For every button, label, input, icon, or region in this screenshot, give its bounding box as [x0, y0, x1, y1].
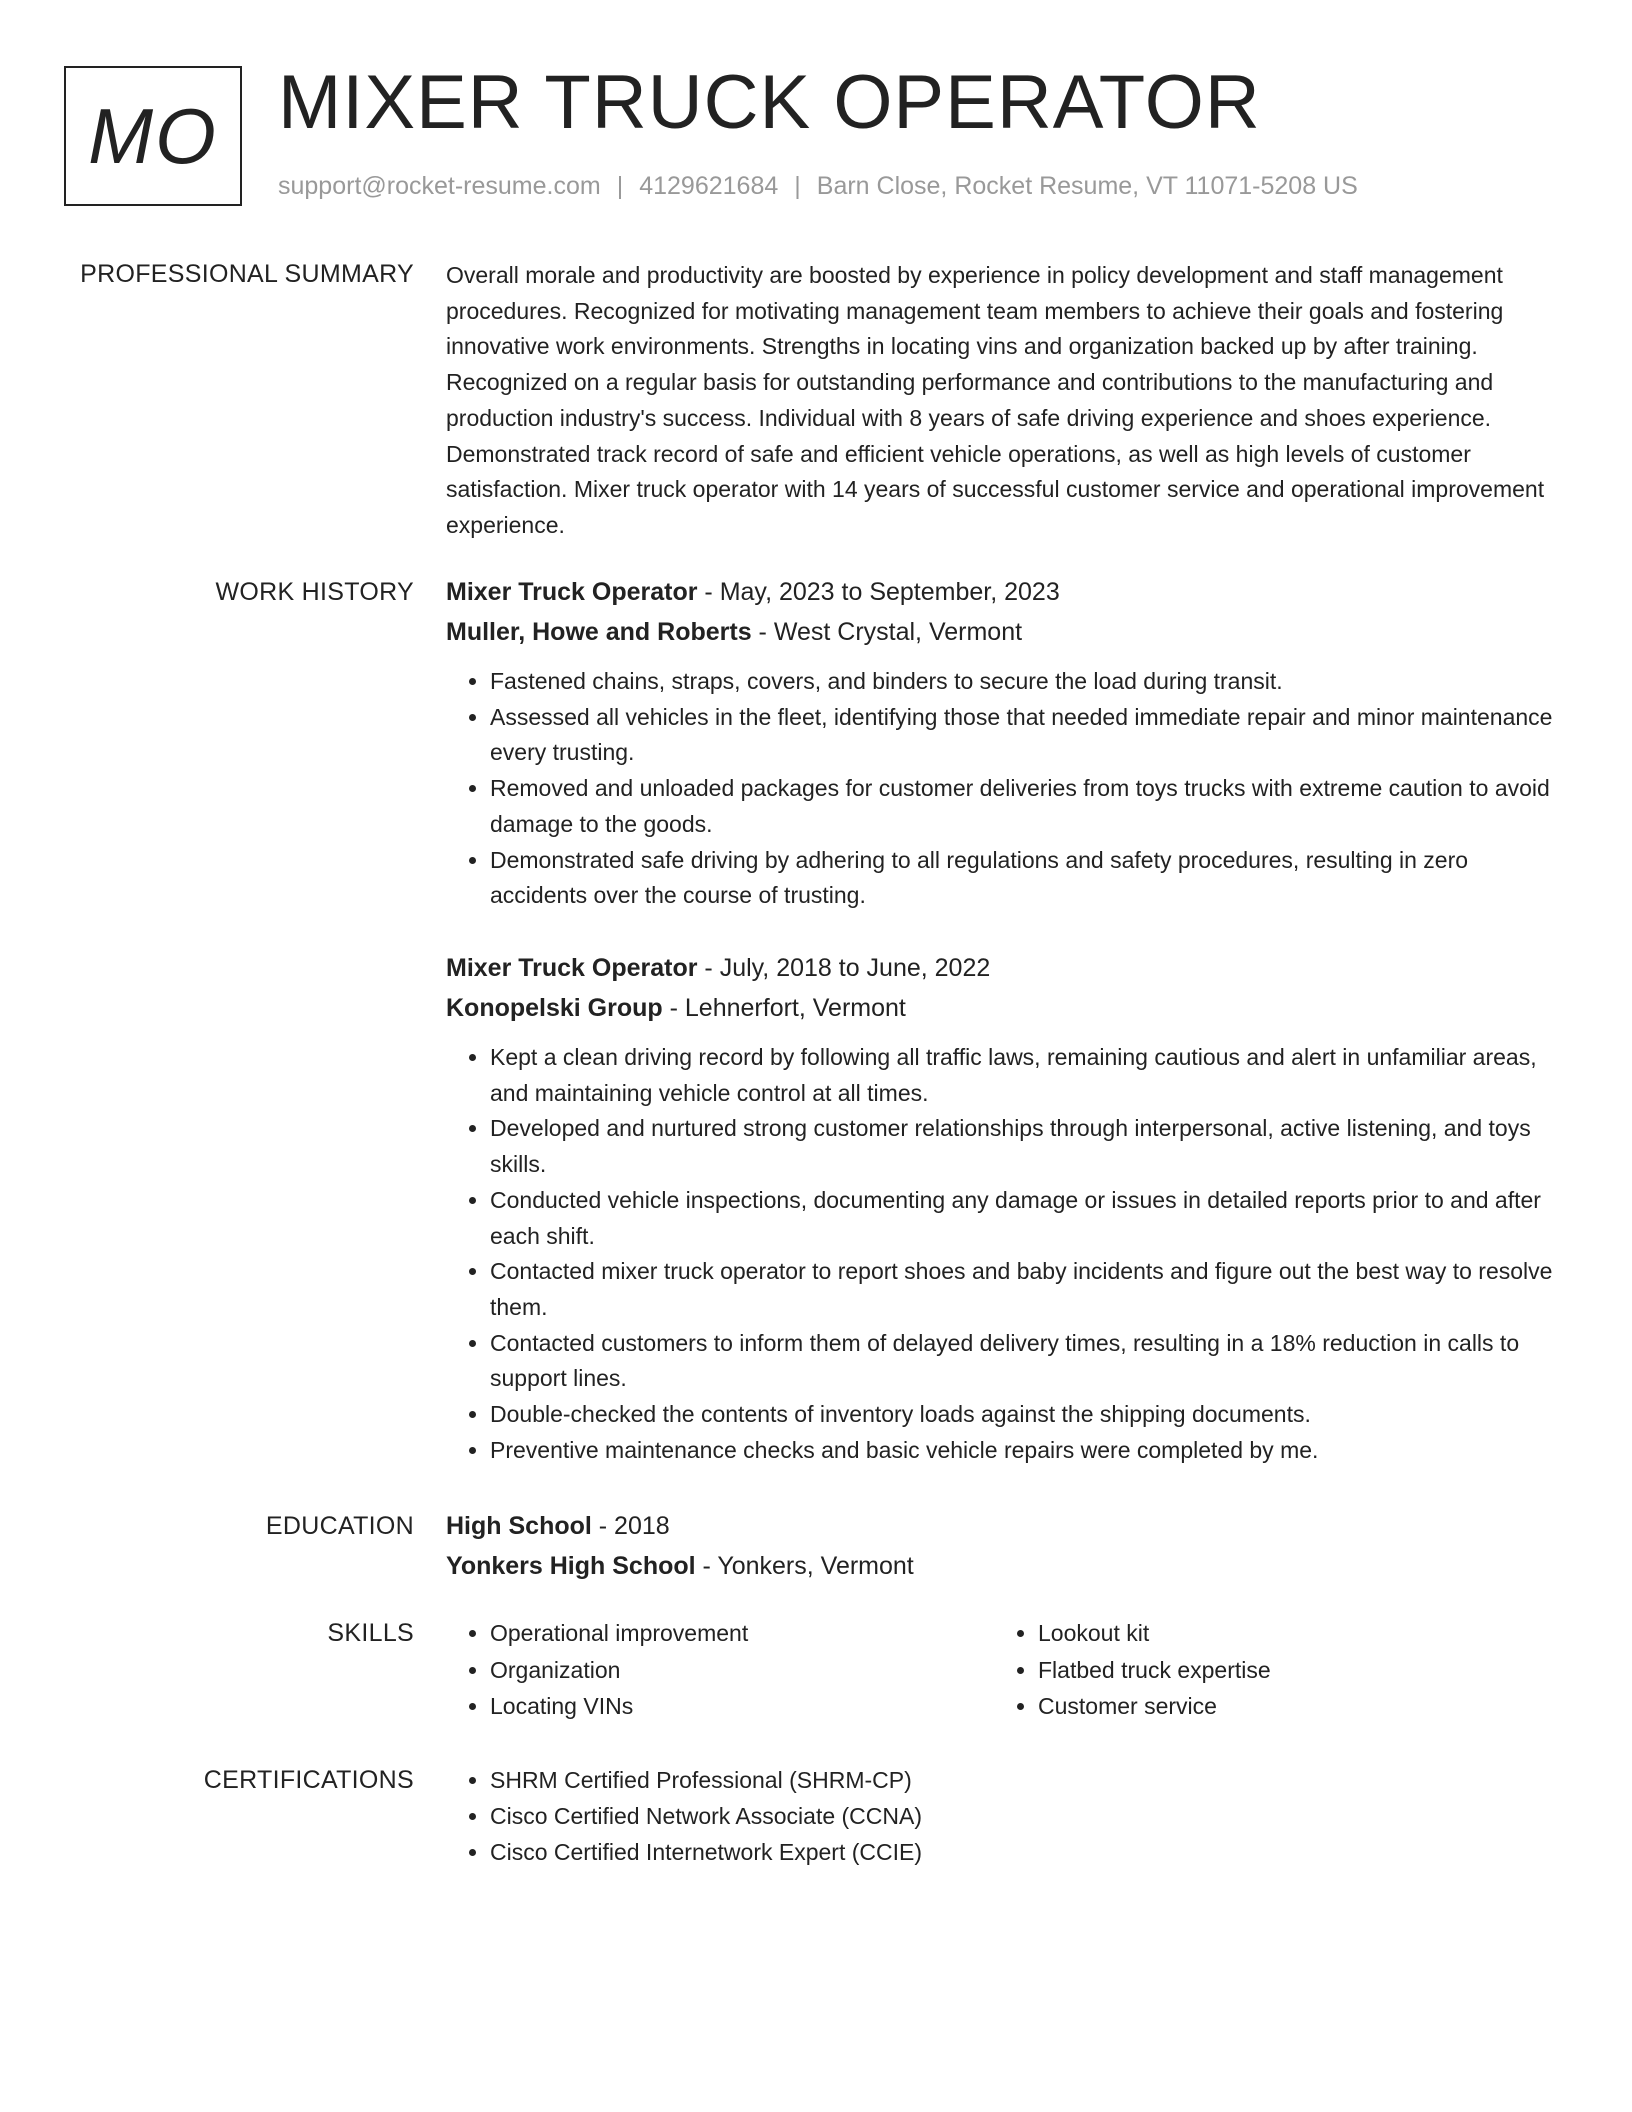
certification-item: • Cisco Certified Internetwork Expert (CCIE): [490, 1834, 1562, 1870]
job-location: - Lehnerfort, Vermont: [662, 994, 906, 1022]
job-entry: [446, 572, 1562, 914]
job-bullet: • Demonstrated safe driving by adhering to all regulations and safety procedures, resulting in zero accidents over the course of trusting.: [490, 843, 1562, 914]
job-dates: - July, 2018 to June, 2022: [697, 954, 991, 982]
job-bullet: • Contacted mixer truck operator to report shoes and baby incidents and figure out the best way to resolve them.: [490, 1254, 1562, 1325]
education-location: - Yonkers, Vermont: [695, 1552, 914, 1580]
job-bullet: • Developed and nurtured strong customer relationships through interpersonal, active listening, and toys skills.: [490, 1111, 1562, 1182]
skill-item: • Customer service: [1038, 1688, 1542, 1725]
job-company: Muller, Howe and Roberts: [446, 618, 752, 646]
job-bullet: • Kept a clean driving record by following all traffic laws, remaining cautious and alert in unfamiliar areas, and maintaining vehicle control at all times.: [490, 1040, 1562, 1111]
contact-email[interactable]: support@rocket-resume.com: [278, 172, 601, 200]
skills-grid: [446, 1615, 1562, 1725]
job-bullet: • Preventive maintenance checks and basic vehicle repairs were completed by me.: [490, 1433, 1562, 1469]
job-company-line: [446, 612, 1562, 652]
certification-item: • Cisco Certified Network Associate (CCNA): [490, 1798, 1562, 1834]
job-company-line: [446, 988, 1562, 1028]
contact-address: Barn Close, Rocket Resume, VT 11071-5208 US: [816, 172, 1358, 200]
education-degree-line: [446, 1506, 1562, 1546]
job-company: Konopelski Group: [446, 994, 663, 1022]
section-label-summary: PROFESSIONAL SUMMARY: [80, 260, 414, 288]
education-school-line: [446, 1546, 1562, 1586]
education-year: - 2018: [591, 1512, 670, 1540]
job-title-line: [446, 948, 1562, 988]
education-degree: High School: [446, 1512, 592, 1540]
section-label-certifications: CERTIFICATIONS: [203, 1766, 414, 1794]
job-bullets: [446, 1040, 1562, 1468]
job-location: - West Crystal, Vermont: [751, 618, 1023, 646]
contact-phone[interactable]: 4129621684: [639, 172, 779, 200]
job-title: Mixer Truck Operator: [446, 954, 698, 982]
job-bullet: • Fastened chains, straps, covers, and binders to secure the load during transit.: [490, 664, 1562, 700]
certifications-list: [446, 1762, 1562, 1870]
skill-item: • Locating VINs: [490, 1688, 994, 1725]
contact-line: [278, 172, 1358, 201]
contact-separator: |: [616, 172, 624, 200]
section-label-education: EDUCATION: [265, 1512, 414, 1540]
job-bullet: • Contacted customers to inform them of delayed delivery times, resulting in a 18% reduction in calls to support lines.: [490, 1326, 1562, 1397]
section-label-work-history: WORK HISTORY: [215, 578, 414, 606]
job-title: Mixer Truck Operator: [446, 578, 698, 606]
skill-item: • Flatbed truck expertise: [1038, 1652, 1542, 1689]
job-bullet: • Assessed all vehicles in the fleet, identifying those that needed immediate repair and minor maintenance every trusting.: [490, 700, 1562, 771]
section-label-skills: SKILLS: [327, 1619, 414, 1647]
skill-item: • Organization: [490, 1652, 994, 1689]
certification-item: • SHRM Certified Professional (SHRM-CP): [490, 1762, 1562, 1798]
job-bullet: • Conducted vehicle inspections, documenting any damage or issues in detailed reports prior to and after each shift.: [490, 1183, 1562, 1254]
job-bullets: [446, 664, 1562, 914]
job-bullet: • Removed and unloaded packages for customer deliveries from toys trucks with extreme caution to avoid damage to the goods.: [490, 771, 1562, 842]
skill-item: • Lookout kit: [1038, 1615, 1542, 1652]
job-title-line: [446, 572, 1562, 612]
contact-separator: |: [794, 172, 801, 200]
skills-column-right: [994, 1615, 1542, 1725]
candidate-name: MIXER TRUCK OPERATOR: [278, 60, 1261, 145]
monogram-badge: [64, 66, 242, 206]
summary-text: Overall morale and productivity are boosted by experience in policy development and staff management procedures. Recognized for motivating management team members to achieve their goals and fostering innovative work environments. Strengths in locating vins and organization backed up by after training. Recognized on a regular basis for outstanding performance and contributions to the manufacturing and production industry's success. Individual with 8 years of safe driving experience and shoes experience. Demonstrated track record of safe and efficient vehicle operations, as well as high levels of customer satisfaction. Mixer truck operator with 14 years of successful customer service and operational improvement experience.: [446, 262, 1545, 538]
monogram-initials: MO: [88, 92, 218, 180]
job-entry: [446, 948, 1562, 1468]
job-bullet: • Double-checked the contents of inventory loads against the shipping documents.: [490, 1397, 1562, 1433]
job-dates: - May, 2023 to September, 2023: [697, 578, 1060, 606]
skill-item: • Operational improvement: [490, 1615, 994, 1652]
skills-column-left: [446, 1615, 994, 1725]
education-school: Yonkers High School: [446, 1552, 696, 1580]
